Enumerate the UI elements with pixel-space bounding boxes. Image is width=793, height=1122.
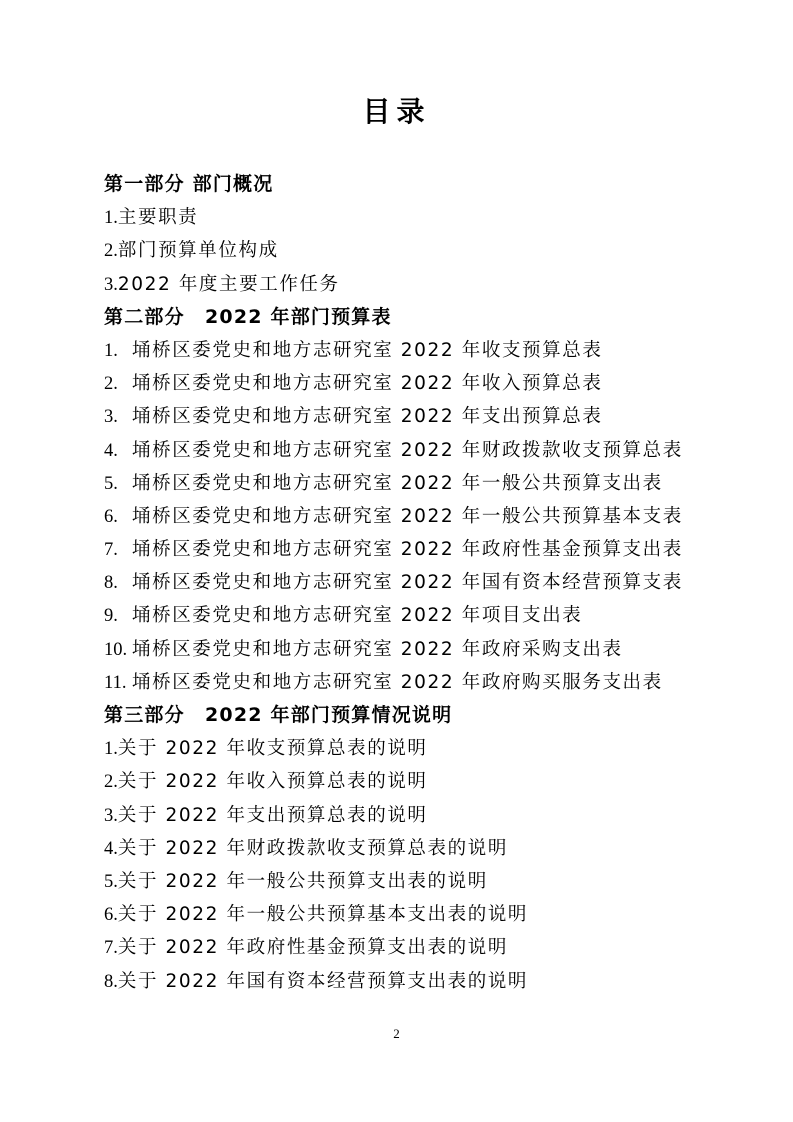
toc-entry-number: 4. bbox=[104, 440, 118, 461]
toc-entry-number: 1. bbox=[104, 739, 118, 760]
toc-entry bbox=[104, 765, 724, 798]
toc-entry bbox=[104, 666, 724, 699]
section-heading-part1: 第一部分 部门概况 bbox=[104, 173, 274, 195]
toc-entry-text: 关于 2022 年收入预算总表的说明 bbox=[117, 771, 428, 793]
toc-entry-text: 埇桥区委党史和地方志研究室 2022 年一般公共预算基本支表 bbox=[132, 505, 683, 527]
toc-entry-number: 11. bbox=[104, 672, 127, 693]
toc-entry bbox=[104, 268, 724, 301]
toc-entry bbox=[104, 434, 724, 467]
toc-entry bbox=[104, 865, 724, 898]
toc-entry-number: 8. bbox=[104, 971, 118, 992]
toc-entry-number: 5. bbox=[104, 473, 118, 494]
toc-entry-number: 6. bbox=[104, 506, 118, 527]
toc-entry-number: 9. bbox=[104, 606, 118, 627]
toc-entry-number: 6. bbox=[104, 905, 118, 926]
toc-entry-text: 埇桥区委党史和地方志研究室 2022 年收入预算总表 bbox=[132, 373, 603, 395]
toc-entry bbox=[104, 633, 724, 666]
toc-entry-text: 2022 年度主要工作任务 bbox=[117, 273, 340, 295]
toc-entry-number: 3. bbox=[104, 805, 118, 826]
toc-entry-number: 1. bbox=[104, 340, 118, 361]
toc-entry-text: 关于 2022 年一般公共预算基本支出表的说明 bbox=[117, 904, 529, 926]
table-of-contents bbox=[104, 168, 724, 998]
toc-entry-text: 关于 2022 年支出预算总表的说明 bbox=[117, 804, 428, 826]
toc-entry bbox=[104, 599, 724, 632]
toc-entry-text: 埇桥区委党史和地方志研究室 2022 年国有资本经营预算支表 bbox=[132, 572, 683, 594]
toc-entry-text: 埇桥区委党史和地方志研究室 2022 年收支预算总表 bbox=[132, 339, 603, 361]
page-title: 目录 bbox=[362, 95, 431, 128]
toc-entry-number: 2. bbox=[104, 241, 118, 262]
toc-entry bbox=[104, 832, 724, 865]
toc-entry-text: 埇桥区委党史和地方志研究室 2022 年政府购买服务支出表 bbox=[132, 671, 663, 693]
toc-entry bbox=[104, 334, 724, 367]
toc-entry bbox=[104, 898, 724, 931]
toc-entry-text: 埇桥区委党史和地方志研究室 2022 年政府性基金预算支出表 bbox=[132, 539, 683, 561]
toc-entry-number: 3. bbox=[104, 407, 118, 428]
toc-entry-number: 7. bbox=[104, 540, 118, 561]
toc-entry-number: 5. bbox=[104, 871, 118, 892]
page-number: 2 bbox=[393, 1026, 400, 1041]
toc-entry bbox=[104, 533, 724, 566]
toc-entry-text: 埇桥区委党史和地方志研究室 2022 年项目支出表 bbox=[132, 605, 583, 627]
toc-entry-number: 2. bbox=[104, 374, 118, 395]
toc-entry-text: 部门预算单位构成 bbox=[117, 240, 279, 262]
toc-entry-text: 埇桥区委党史和地方志研究室 2022 年一般公共预算支出表 bbox=[132, 472, 663, 494]
toc-entry-text: 关于 2022 年财政拨款收支预算总表的说明 bbox=[117, 837, 508, 859]
toc-entry bbox=[104, 500, 724, 533]
toc-entry-number: 8. bbox=[104, 573, 118, 594]
toc-entry-text: 埇桥区委党史和地方志研究室 2022 年政府采购支出表 bbox=[132, 638, 623, 660]
toc-entry bbox=[104, 732, 724, 765]
toc-entry-text: 关于 2022 年收支预算总表的说明 bbox=[117, 738, 428, 760]
toc-entry bbox=[104, 965, 724, 998]
toc-entry-text: 埇桥区委党史和地方志研究室 2022 年支出预算总表 bbox=[132, 406, 603, 428]
toc-entry bbox=[104, 799, 724, 832]
toc-entry-text: 主要职责 bbox=[117, 207, 199, 229]
toc-entry-number: 3. bbox=[104, 274, 118, 295]
section-heading-part2: 第二部分 2022 年部门预算表 bbox=[104, 305, 392, 328]
toc-entry bbox=[104, 566, 724, 599]
toc-entry-number: 10. bbox=[104, 639, 128, 660]
toc-entry-text: 关于 2022 年政府性基金预算支出表的说明 bbox=[117, 937, 508, 959]
toc-entry-number: 2. bbox=[104, 772, 118, 793]
toc-entry bbox=[104, 234, 724, 267]
toc-entry-number: 1. bbox=[104, 208, 118, 229]
toc-entry-number: 7. bbox=[104, 938, 118, 959]
toc-entry-text: 关于 2022 年国有资本经营预算支出表的说明 bbox=[117, 970, 529, 992]
toc-entry-text: 埇桥区委党史和地方志研究室 2022 年财政拨款收支预算总表 bbox=[132, 439, 683, 461]
toc-entry bbox=[104, 467, 724, 500]
toc-entry bbox=[104, 400, 724, 433]
toc-entry bbox=[104, 367, 724, 400]
toc-entry-text: 关于 2022 年一般公共预算支出表的说明 bbox=[117, 870, 488, 892]
toc-entry bbox=[104, 931, 724, 964]
section-heading-part3: 第三部分 2022 年部门预算情况说明 bbox=[104, 704, 453, 726]
toc-entry bbox=[104, 201, 724, 234]
toc-entry-number: 4. bbox=[104, 838, 118, 859]
